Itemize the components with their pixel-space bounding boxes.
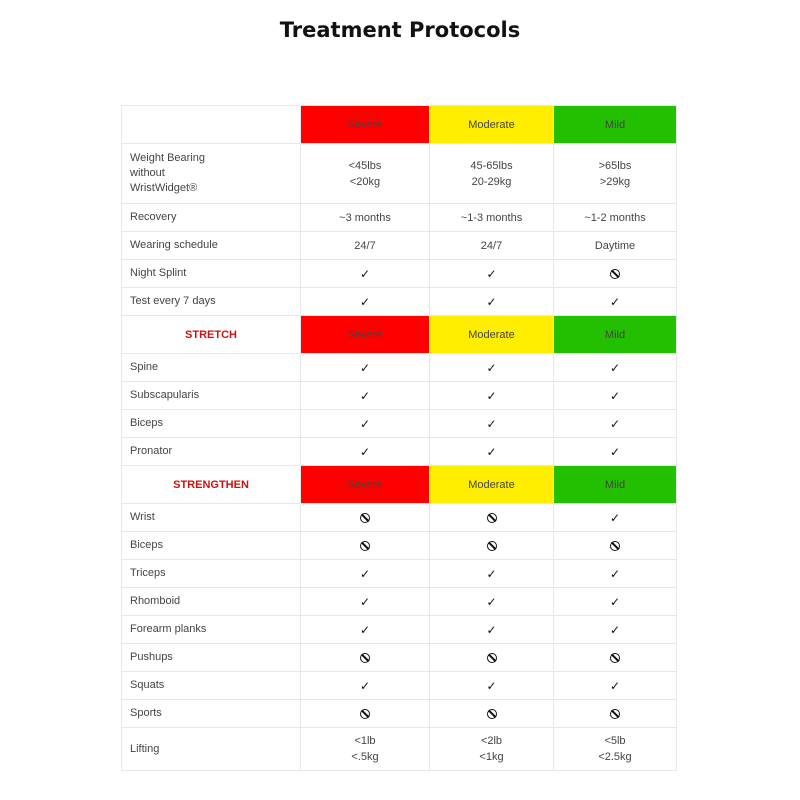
check-icon: ✓ xyxy=(609,622,621,637)
value-cell-severe xyxy=(301,560,430,588)
value-line: 24/7 xyxy=(480,239,503,252)
check-icon: ✓ xyxy=(609,416,621,431)
value-cell-severe xyxy=(301,728,430,771)
value-cell-mild xyxy=(554,260,677,288)
table-row xyxy=(122,616,677,644)
value-cell-mild xyxy=(554,288,677,316)
row-label-line: WristWidget® xyxy=(130,182,198,194)
value-cell-mild xyxy=(554,560,677,588)
table-row xyxy=(122,288,677,316)
value-cell-moderate xyxy=(430,410,554,438)
value-cell-moderate xyxy=(430,260,554,288)
check-icon: ✓ xyxy=(609,294,621,309)
check-icon: ✓ xyxy=(486,360,497,375)
value-cell-severe xyxy=(301,588,430,616)
value-cell-mild xyxy=(554,504,677,532)
value-line: <20kg xyxy=(349,175,381,188)
value-cell-moderate xyxy=(430,438,554,466)
value-cell-moderate xyxy=(430,700,554,728)
row-label-line: Spine xyxy=(130,361,159,373)
value-cell-severe xyxy=(301,144,430,204)
row-label xyxy=(122,672,301,700)
level-header-row xyxy=(122,106,677,144)
value-cell-mild xyxy=(554,232,677,260)
level-header-severe: Severe xyxy=(301,466,430,504)
prohibited-icon xyxy=(487,709,497,719)
row-label-line: Triceps xyxy=(130,567,166,579)
table-row xyxy=(122,700,677,728)
table-row xyxy=(122,144,677,204)
value-cell-moderate xyxy=(430,588,554,616)
table-body xyxy=(122,106,677,771)
row-label-line: Sports xyxy=(130,707,162,719)
value-cell-mild xyxy=(554,144,677,204)
value-cell-mild xyxy=(554,354,677,382)
page-title: Treatment Protocols xyxy=(279,18,521,42)
value-cell-moderate xyxy=(430,560,554,588)
value-line: Daytime xyxy=(594,239,636,252)
value-line: >65lbs xyxy=(598,159,632,172)
table-row xyxy=(122,728,677,771)
table-row xyxy=(122,354,677,382)
value-line: 45-65lbs xyxy=(470,159,513,172)
row-label xyxy=(122,232,301,260)
row-label-line: Rhomboid xyxy=(130,595,181,607)
row-label-line: without xyxy=(130,167,165,179)
value-cell-severe xyxy=(301,288,430,316)
level-header-moderate: Moderate xyxy=(430,466,554,504)
check-icon: ✓ xyxy=(486,416,497,431)
check-icon: ✓ xyxy=(359,678,371,693)
row-label xyxy=(122,288,301,316)
value-line: ~1-2 months xyxy=(584,211,646,224)
value-cell-severe xyxy=(301,438,430,466)
row-label xyxy=(122,588,301,616)
level-header-mild: Mild xyxy=(554,106,677,144)
row-label-line: Biceps xyxy=(130,417,164,429)
check-icon: ✓ xyxy=(359,594,371,609)
table-row xyxy=(122,410,677,438)
check-icon: ✓ xyxy=(359,444,371,459)
value-cell-mild xyxy=(554,700,677,728)
row-label xyxy=(122,616,301,644)
check-icon: ✓ xyxy=(359,388,371,403)
row-label xyxy=(122,504,301,532)
row-label-line: Forearm planks xyxy=(130,623,207,635)
table-row xyxy=(122,438,677,466)
value-cell-mild xyxy=(554,728,677,771)
level-header-moderate: Moderate xyxy=(430,106,554,144)
treatment-protocols-table xyxy=(121,105,677,771)
value-line: <5lb xyxy=(604,735,626,747)
table-row xyxy=(122,382,677,410)
value-cell-moderate xyxy=(430,532,554,560)
table-row xyxy=(122,260,677,288)
table-row xyxy=(122,672,677,700)
value-line: ~1-3 months xyxy=(460,211,523,224)
value-cell-mild xyxy=(554,438,677,466)
value-line: <2.5kg xyxy=(598,751,632,763)
prohibited-icon xyxy=(487,653,497,663)
table-row xyxy=(122,588,677,616)
prohibited-icon xyxy=(487,513,497,523)
value-cell-severe xyxy=(301,410,430,438)
value-cell-moderate xyxy=(430,382,554,410)
check-icon: ✓ xyxy=(609,388,621,403)
value-cell-moderate xyxy=(430,288,554,316)
row-label xyxy=(122,728,301,771)
prohibited-icon xyxy=(360,541,370,551)
row-label-line: Squats xyxy=(130,679,165,691)
check-icon: ✓ xyxy=(486,594,497,609)
prohibited-icon xyxy=(610,541,620,551)
row-label xyxy=(122,144,301,204)
level-header-severe: Severe xyxy=(301,316,430,354)
row-label-line: Night Splint xyxy=(130,267,187,279)
row-label-line: Weight Bearing xyxy=(130,152,206,164)
value-cell-moderate xyxy=(430,144,554,204)
value-cell-moderate xyxy=(430,644,554,672)
level-header-row xyxy=(122,316,677,354)
value-cell-severe xyxy=(301,232,430,260)
check-icon: ✓ xyxy=(486,294,497,309)
header-blank-cell xyxy=(122,106,301,144)
row-label-line: Recovery xyxy=(130,211,177,223)
row-label xyxy=(122,438,301,466)
row-label xyxy=(122,382,301,410)
value-cell-mild xyxy=(554,616,677,644)
row-label-line: Wrist xyxy=(130,511,155,523)
check-icon: ✓ xyxy=(486,388,497,403)
check-icon: ✓ xyxy=(609,444,621,459)
value-cell-mild xyxy=(554,644,677,672)
value-line: ~3 months xyxy=(339,211,391,224)
value-cell-mild xyxy=(554,588,677,616)
row-label-line: Test every 7 days xyxy=(130,295,216,307)
row-label xyxy=(122,204,301,232)
value-cell-severe xyxy=(301,616,430,644)
check-icon: ✓ xyxy=(359,294,371,309)
value-cell-severe xyxy=(301,644,430,672)
value-cell-mild xyxy=(554,672,677,700)
prohibited-icon xyxy=(610,653,620,663)
row-label-line: Wearing schedule xyxy=(130,239,218,251)
check-icon: ✓ xyxy=(486,266,497,281)
value-cell-severe xyxy=(301,532,430,560)
value-cell-moderate xyxy=(430,728,554,771)
row-label xyxy=(122,410,301,438)
row-label-line: Pronator xyxy=(130,445,173,457)
value-line: >29kg xyxy=(599,175,631,188)
row-label xyxy=(122,700,301,728)
row-label xyxy=(122,354,301,382)
value-cell-mild xyxy=(554,204,677,232)
check-icon: ✓ xyxy=(609,594,621,609)
value-cell-moderate xyxy=(430,232,554,260)
row-label xyxy=(122,644,301,672)
level-header-severe: Severe xyxy=(301,106,430,144)
level-header-row xyxy=(122,466,677,504)
value-cell-moderate xyxy=(430,204,554,232)
table-row xyxy=(122,204,677,232)
value-cell-mild xyxy=(554,382,677,410)
value-cell-mild xyxy=(554,410,677,438)
value-cell-severe xyxy=(301,204,430,232)
check-icon: ✓ xyxy=(359,566,371,581)
prohibited-icon xyxy=(360,513,370,523)
value-cell-moderate xyxy=(430,354,554,382)
check-icon: ✓ xyxy=(359,360,371,375)
table-row xyxy=(122,504,677,532)
check-icon: ✓ xyxy=(359,266,371,281)
row-label xyxy=(122,560,301,588)
check-icon: ✓ xyxy=(359,416,371,431)
value-cell-severe xyxy=(301,700,430,728)
value-line: <1lb xyxy=(354,735,376,747)
value-cell-severe xyxy=(301,260,430,288)
row-label xyxy=(122,260,301,288)
value-line: <45lbs xyxy=(348,159,382,172)
section-heading: STRENGTHEN xyxy=(122,466,301,504)
table-row xyxy=(122,232,677,260)
check-icon: ✓ xyxy=(359,622,371,637)
table-row xyxy=(122,532,677,560)
row-label xyxy=(122,532,301,560)
check-icon: ✓ xyxy=(486,622,497,637)
prohibited-icon xyxy=(610,269,620,279)
row-label-line: Lifting xyxy=(130,742,160,755)
value-cell-moderate xyxy=(430,616,554,644)
value-cell-moderate xyxy=(430,504,554,532)
prohibited-icon xyxy=(360,709,370,719)
value-line: <2lb xyxy=(480,735,503,747)
value-line: 24/7 xyxy=(354,239,376,252)
row-label-line: Biceps xyxy=(130,539,164,551)
value-cell-severe xyxy=(301,382,430,410)
value-cell-severe xyxy=(301,354,430,382)
check-icon: ✓ xyxy=(486,444,497,459)
value-cell-severe xyxy=(301,672,430,700)
value-cell-mild xyxy=(554,532,677,560)
prohibited-icon xyxy=(610,709,620,719)
check-icon: ✓ xyxy=(609,510,621,525)
check-icon: ✓ xyxy=(609,566,621,581)
check-icon: ✓ xyxy=(609,360,621,375)
value-cell-moderate xyxy=(430,672,554,700)
level-header-mild: Mild xyxy=(554,316,677,354)
prohibited-icon xyxy=(360,653,370,663)
table-row xyxy=(122,560,677,588)
table-row xyxy=(122,644,677,672)
section-heading: STRETCH xyxy=(122,316,301,354)
prohibited-icon xyxy=(487,541,497,551)
value-line: <1kg xyxy=(479,751,504,763)
value-line: 20-29kg xyxy=(471,175,512,188)
check-icon: ✓ xyxy=(609,678,621,693)
row-label-line: Subscapularis xyxy=(130,389,200,401)
row-label-line: Pushups xyxy=(130,651,173,663)
check-icon: ✓ xyxy=(486,678,497,693)
check-icon: ✓ xyxy=(486,566,497,581)
value-cell-severe xyxy=(301,504,430,532)
value-line: <.5kg xyxy=(351,751,379,763)
level-header-mild: Mild xyxy=(554,466,677,504)
level-header-moderate: Moderate xyxy=(430,316,554,354)
